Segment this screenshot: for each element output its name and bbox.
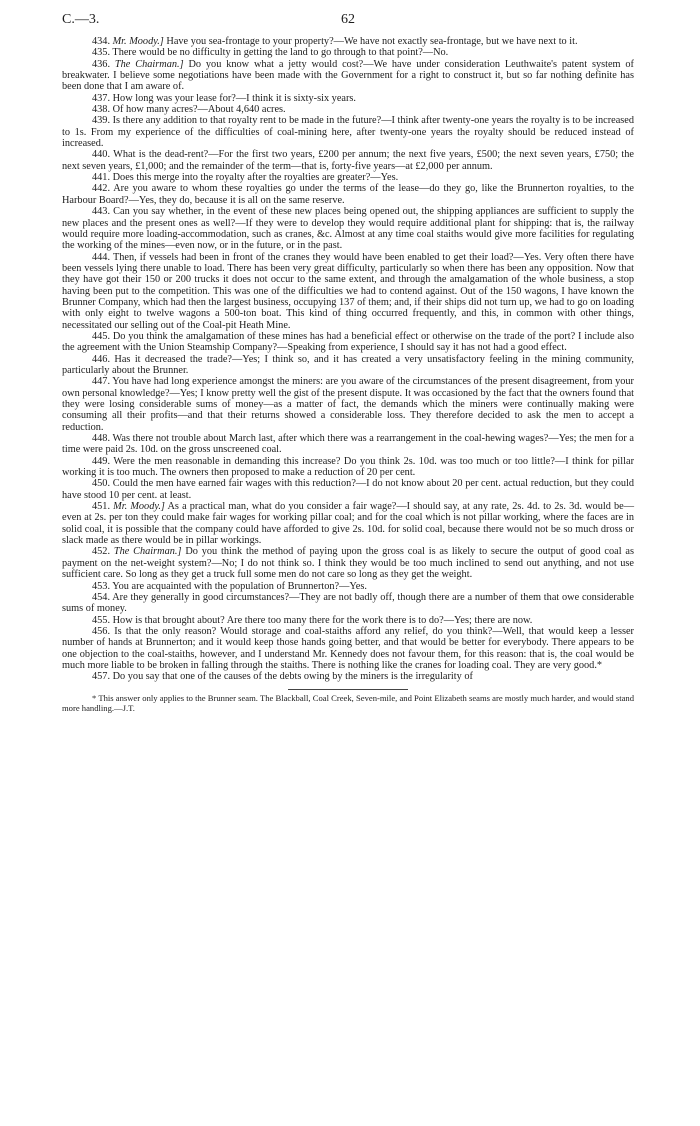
question-paragraph <box>62 376 634 433</box>
question-paragraph <box>62 206 634 251</box>
question-text: Of how many acres?—About 4,640 acres. <box>112 104 286 116</box>
question-paragraph <box>62 671 634 682</box>
question-paragraph <box>62 149 634 172</box>
question-paragraph <box>62 104 634 115</box>
question-text: Do you think the amalgamation of these mines has had a beneficial effect or otherwise on the trade of the port? I include also the agreement with the Union Steamship Company?—Speaking from experience, I should say it has not had a good effect. <box>62 330 634 354</box>
question-paragraph <box>62 354 634 377</box>
question-text: Can you say whether, in the event of these new places being opened out, the shipping appliances are sufficient to supply the new places and the present ones as well?—If they were to develop they would require additional plant for shipping: that is, the railway would require more loading-accommodation, such as cranes, &c. Almost at any time coal staiths would give more facilities for regulating the working of the mines—even now, or in the future, or in the past. <box>62 206 635 252</box>
question-number: 446. <box>92 353 111 365</box>
speaker-label: The Chairman.] <box>113 546 182 558</box>
question-number: 453. <box>92 580 111 592</box>
question-paragraph <box>62 59 634 93</box>
question-number: 449. <box>92 455 111 467</box>
footnote: * This answer only applies to the Brunner seam. The Blackball, Coal Creek, Seven-mile, and Point Elizabeth seams are mostly much harder, and would stand more handling.—J.T. <box>62 692 634 713</box>
question-number: 435. <box>92 47 111 59</box>
question-paragraph <box>62 172 634 183</box>
question-number: 441. <box>92 172 111 184</box>
question-number: 436. <box>92 58 111 70</box>
question-number: 443. <box>92 206 111 218</box>
question-number: 452. <box>92 546 111 558</box>
question-paragraph <box>62 115 634 149</box>
question-paragraph <box>62 433 634 456</box>
question-number: 455. <box>92 614 111 626</box>
question-paragraph <box>62 592 634 615</box>
evidence-body <box>62 36 634 683</box>
question-text: Could the men have earned fair wages with this reduction?—I do not know about 20 per cent. actual reduction, but they could have stood 10 per cent. at least. <box>62 478 634 501</box>
question-text: How is that brought about? Are there too many there for the work there is to do?—Yes; there are now. <box>112 614 533 626</box>
question-number: 442. <box>92 183 111 195</box>
question-text: Has it decreased the trade?—Yes; I think so, and it has created a very unsatisfactory feeling in the mining community, particularly about the Brunner. <box>62 353 635 376</box>
question-number: 444. <box>92 251 111 263</box>
question-paragraph <box>62 615 634 626</box>
question-paragraph <box>62 581 634 592</box>
question-text: There would be no difficulty in getting the land to go through to that point?—No. <box>112 47 449 59</box>
question-number: 448. <box>92 433 111 445</box>
question-number: 439. <box>92 115 111 127</box>
question-number: 440. <box>92 149 111 161</box>
question-number: 437. <box>92 92 111 104</box>
question-text: How long was your lease for?—I think it is sixty-six years. <box>112 92 356 104</box>
question-paragraph <box>62 501 634 546</box>
page-header <box>62 8 634 34</box>
speaker-label: Mr. Moody.] <box>112 36 164 47</box>
speaker-label: Mr. Moody.] <box>113 501 165 513</box>
question-text: Have you sea-frontage to your property?—We have not exactly sea-frontage, but we have next to it. <box>166 36 578 47</box>
question-text: Is that the only reason? Would storage and coal-staiths afford any relief, do you think?—Well, that would keep a lesser number of hands at Brunnerton; and it would keep those hands going better, and that would be better for everybody. There appears to be one objection to the coal-staiths, however, and I understand Mr. Kennedy does not favour them, for this reason: that is, the coal would be much more liable to be broken in falling through the staiths. There is nothing like the cranes for loading coal. They are very good.* <box>62 625 634 671</box>
question-text: Does this merge into the royalty after the royalties are greater?—Yes. <box>112 172 399 184</box>
question-paragraph <box>62 626 634 671</box>
question-text: Is there any addition to that royalty rent to be made in the future?—I think after twenty-one years the royalty is to be increased to 1s. From my experience of the difficulties of coal-mining here, after twenty-one years the royalty should be reduced instead of increased. <box>62 115 635 150</box>
page-number: 62 <box>341 12 355 27</box>
question-text: Do you know what a jetty would cost?—We have under consideration Leuthwaite's patent system of breakwater. I believe some negotiations have been made with the Government for a right to construct it, but so far nothing definite has been done that I am aware of. <box>62 58 634 93</box>
question-number: 438. <box>92 104 111 116</box>
question-text: Do you think the method of paying upon the gross coal is as likely to secure the output of good coal as payment on the net-weight system?—No; I do not think so. I think they would be too much inclined to send out anything, and not use sufficient care. So long as they get a truck full some men do not care so long as they get the weight. <box>62 546 634 581</box>
question-paragraph <box>62 47 634 58</box>
question-text: Then, if vessels had been in front of the cranes they would have been enabled to get their load?—Yes. Very often there have been vessels lying there unable to load. There has been very great difficulty, particularly so when there has been any opposition. Now that they have got their 150 or 200 trucks it does not occur to the same extent, and through the amalgamation of the whole business, a stop having been put to the competition. This was one of the difficulties we had to contend against. Out of the 150 wagons, I have known the Brunner Company, which had then the largest business, occupying 137 of them; and, if their ships did not turn up, we had to go on loading with only eight to twelve wagons a 500-ton boat. This kind of thing occurred frequently, and this, in common with other things, necessitated our selling out of the Coal-pit Heath Mine. <box>62 251 635 331</box>
question-number: 457. <box>92 671 111 683</box>
question-text: As a practical man, what do you consider a fair wage?—I should say, at any rate, 2s. 4d. to 2s. 3d. would be—even at 2s. per ton they could make fair wages for working pillar coal; and for the coal which is not pillar working, where the faces are in solid coal, it is possible that the company could have afforded to give 2s. 10d. for solid coal, because there would not be so much dross or slack made as there would be in pillar workings. <box>62 501 634 547</box>
question-number: 450. <box>92 478 111 490</box>
question-paragraph <box>62 456 634 479</box>
question-paragraph <box>62 546 634 580</box>
question-number: 456. <box>92 625 111 637</box>
document-reference: C.—3. <box>62 12 100 27</box>
question-paragraph <box>62 478 634 501</box>
document-page <box>62 8 634 713</box>
question-text: Do you say that one of the causes of the debts owing by the miners is the irregularity of <box>112 671 473 683</box>
question-number: 451. <box>92 501 111 513</box>
question-paragraph <box>62 93 634 104</box>
speaker-label: The Chairman.] <box>114 58 184 70</box>
question-text: You have had long experience amongst the miners: are you aware of the circumstances of the present disagreement, from your own personal knowledge?—Yes; I know pretty well the gist of the present dispute. It was occasioned by the fact that the owners found that they were losing considerable sums of money—as a matter of fact, the demands which the miners were continually making were consuming all their profits—and that their returns showed a considerable loss. They therefore decided to ask the men to accept a reduction. <box>62 376 635 433</box>
footnote-divider <box>288 689 408 690</box>
question-text: Are they generally in good circumstances?—They are not badly off, though there are a number of them that owe considerable sums of money. <box>62 591 634 615</box>
question-paragraph <box>62 252 634 331</box>
question-paragraph <box>62 183 634 206</box>
question-text: You are acquainted with the population of Brunnerton?—Yes. <box>112 580 367 592</box>
question-number: 434. <box>92 36 111 47</box>
question-text: What is the dead-rent?—For the first two years, £200 per annum; the next five years, £500; the next seven years, £750; the next seven years, £1,000; and the remainder of the term—that is, forty-five years—at £2,000 per annum. <box>62 149 635 172</box>
question-text: Are you aware to whom these royalties go under the terms of the lease—do they go, like the Brunnerton royalties, to the Harbour Board?—Yes, they do, because it is all on the same reserve. <box>62 183 634 206</box>
question-paragraph <box>62 331 634 354</box>
question-text: Were the men reasonable in demanding this increase? Do you think 2s. 10d. was too much or too little?—I think for pillar working it is too much. The owners then proposed to make a reduction of 20 per cent. <box>62 455 634 479</box>
question-number: 447. <box>92 376 111 388</box>
question-paragraph <box>62 36 634 47</box>
question-text: Was there not trouble about March last, after which there was a rearrangement in the coal-hewing wages?—Yes; the men for a time were paid 2s. 10d. on the gross unscreened coal. <box>62 433 634 456</box>
question-number: 445. <box>92 330 111 342</box>
question-number: 454. <box>92 591 111 603</box>
